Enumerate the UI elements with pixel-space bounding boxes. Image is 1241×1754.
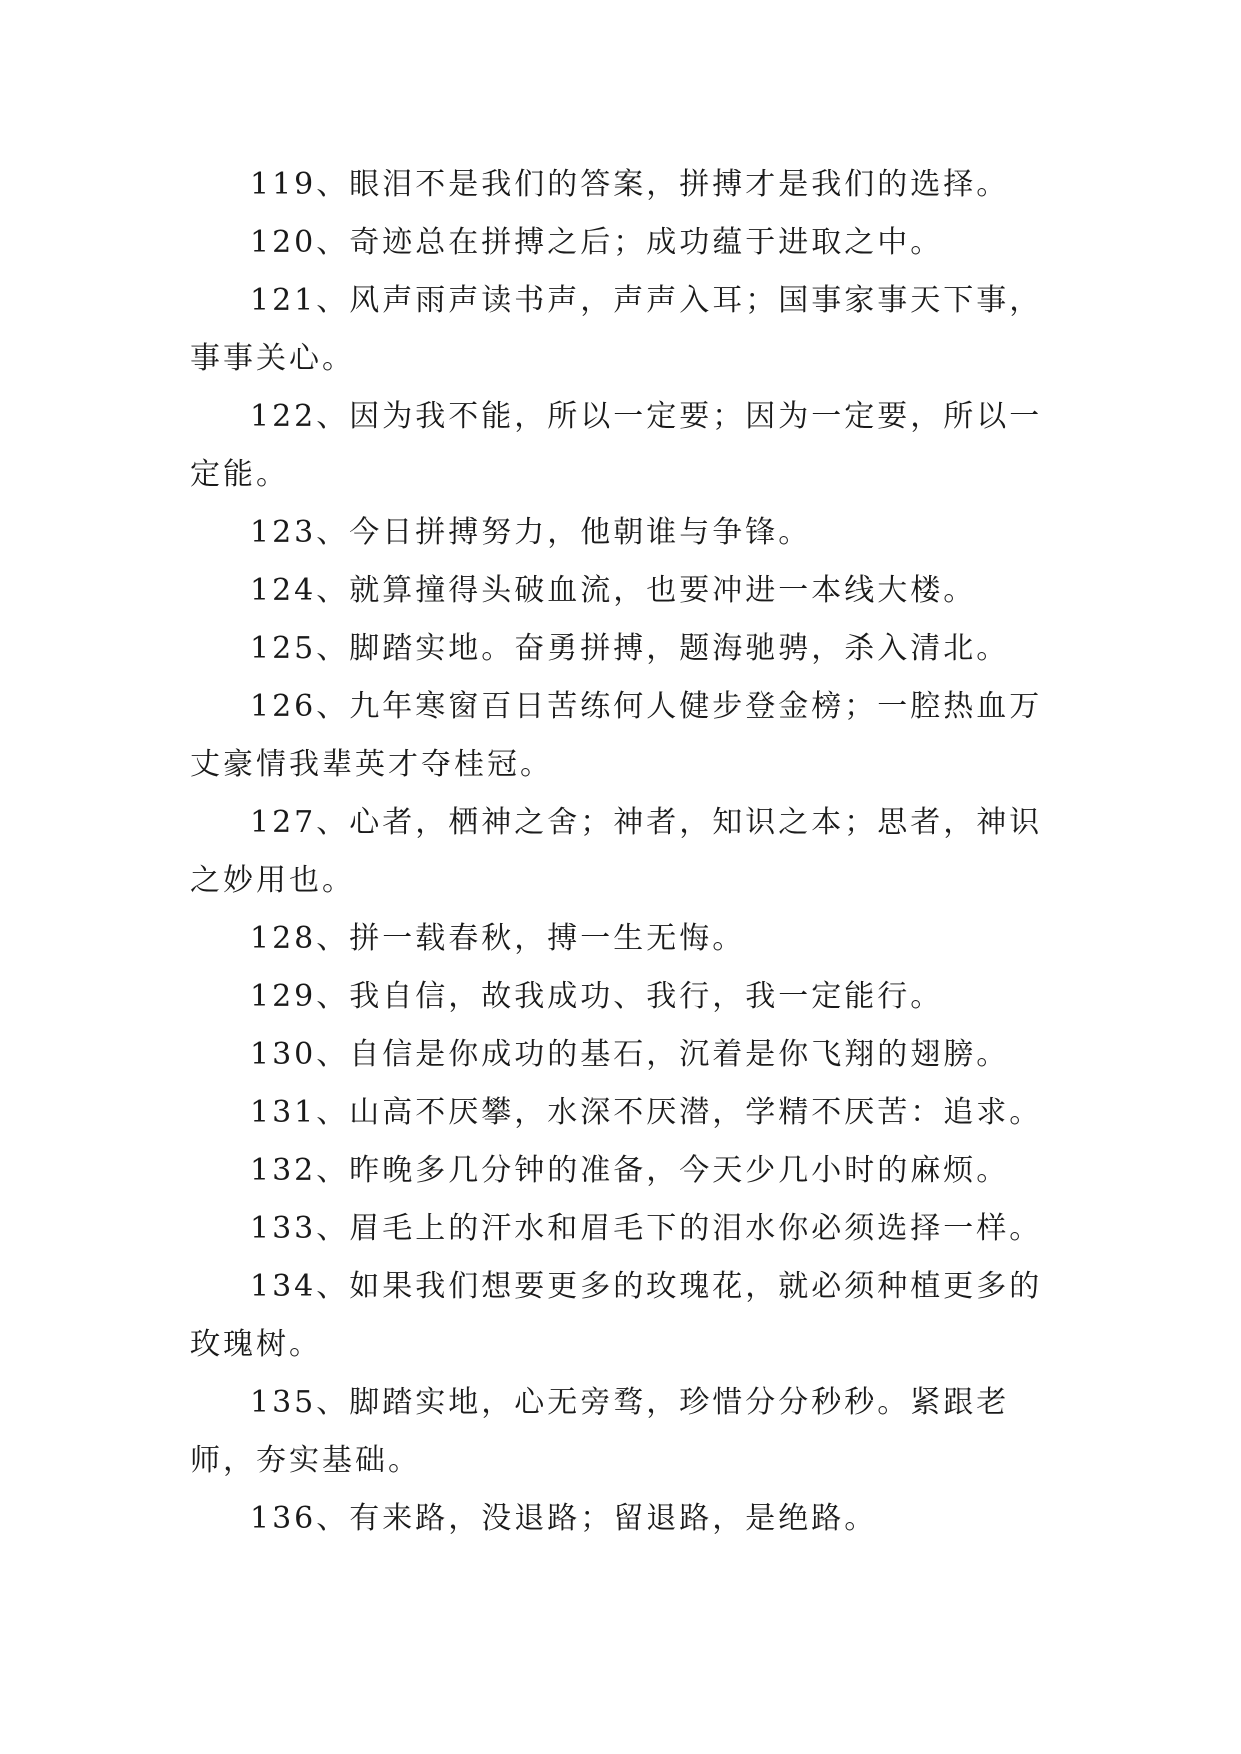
paragraph-122: 122、因为我不能，所以一定要；因为一定要，所以一定能。 (190, 399, 1043, 492)
paragraph-134: 134、如果我们想要更多的玫瑰花，就必须种植更多的玫瑰树。 (190, 1269, 1043, 1362)
paragraph-132: 132、昨晚多几分钟的准备，今天少几小时的麻烦。 (250, 1153, 1010, 1188)
paragraph-125: 125、脚踏实地。奋勇拼搏，题海驰骋，杀入清北。 (250, 631, 1010, 666)
paragraph-120: 120、奇迹总在拼搏之后；成功蕴于进取之中。 (250, 225, 944, 260)
paragraph-135: 135、脚踏实地，心无旁骛，珍惜分分秒秒。紧跟老师，夯实基础。 (190, 1385, 1010, 1478)
paragraph-130: 130、自信是你成功的基石，沉着是你飞翔的翅膀。 (250, 1037, 1010, 1072)
paragraph-126: 126、九年寒窗百日苦练何人健步登金榜；一腔热血万丈豪情我辈英才夺桂冠。 (190, 689, 1043, 782)
document-body (190, 156, 1060, 1548)
paragraph-127: 127、心者，栖神之舍；神者，知识之本；思者，神识之妙用也。 (190, 805, 1043, 898)
paragraph-119: 119、眼泪不是我们的答案，拼搏才是我们的选择。 (250, 167, 1010, 202)
paragraph-123: 123、今日拼搏努力，他朝谁与争锋。 (250, 515, 812, 550)
paragraph-131: 131、山高不厌攀，水深不厌潜，学精不厌苦：追求。 (250, 1095, 1043, 1130)
paragraph-129: 129、我自信，故我成功、我行，我一定能行。 (250, 979, 944, 1014)
paragraph-124: 124、就算撞得头破血流，也要冲进一本线大楼。 (250, 573, 977, 608)
paragraph-121: 121、风声雨声读书声，声声入耳；国事家事天下事，事事关心。 (190, 283, 1043, 376)
paragraph-128: 128、拼一载春秋，搏一生无悔。 (250, 921, 746, 956)
paragraph-136: 136、有来路，没退路；留退路，是绝路。 (250, 1501, 878, 1536)
paragraph-133: 133、眉毛上的汗水和眉毛下的泪水你必须选择一样。 (250, 1211, 1043, 1246)
